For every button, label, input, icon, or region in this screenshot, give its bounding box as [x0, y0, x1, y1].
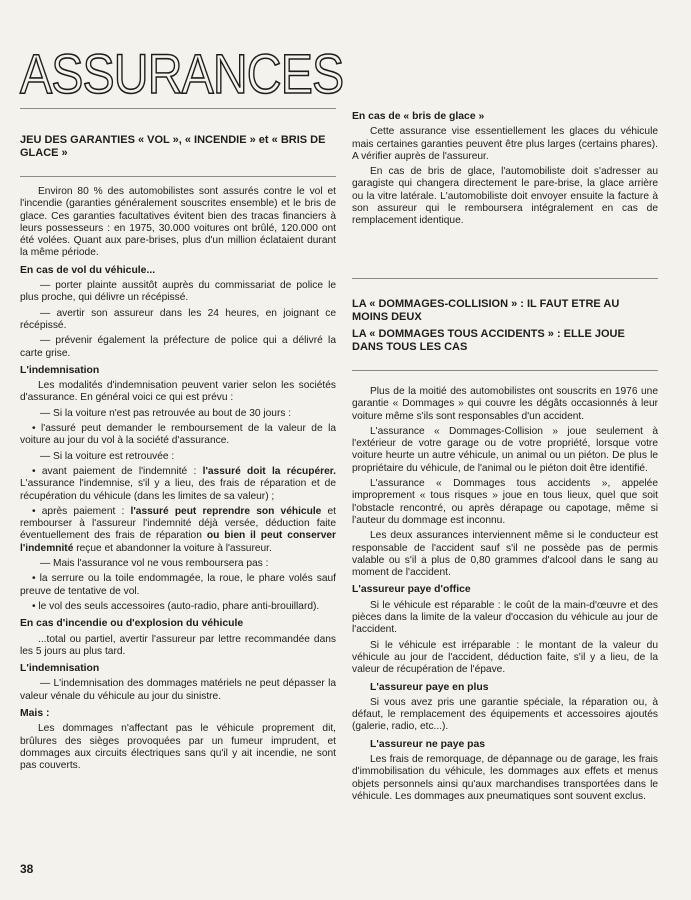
right-headline-2: LA « DOMMAGES TOUS ACCIDENTS » : ELLE JOUE DANS TOUS LES CAS: [352, 328, 625, 353]
bris-heading: En cas de « bris de glace »: [352, 111, 485, 122]
ne-paye-pas-heading: L'assureur ne paye pas: [370, 738, 486, 750]
paye-plus-heading: L'assureur paye en plus: [370, 681, 489, 693]
paye-office-heading: L'assureur paye d'office: [352, 584, 471, 596]
incendie-heading: En cas d'incendie ou d'explosion du véhicule: [20, 618, 244, 630]
mais-text: Les dommages n'affectant pas le véhicule proprement dit, brûlures des sièges provoquées par un fumeur imprudent, et dommages aux circuits électriques sans qu'il y ait incendie, ne sont pas couverts.: [20, 723, 336, 772]
bris-paragraph-2: En cas de bris de glace, l'automobiliste doit s'adresser au garagiste qui changera directement le pare-brise, la glace arrière ou la vitre latérale. L'automobiliste doit envoyer ensuite la facture à son assureur qui le remboursera intégralement en cas de remplacement identique.: [352, 166, 658, 227]
left-headline: JEU DES GARANTIES « VOL », « INCENDIE » et « BRIS DE GLACE »: [20, 134, 326, 159]
right-headline-1: LA « DOMMAGES-COLLISION » : IL FAUT ETRE AU MOINS DEUX: [352, 298, 620, 323]
vol-step-2: — avertir son assureur dans les 24 heures, en joignant ce récépissé.: [20, 307, 336, 331]
dommages-paragraph-2: L'assurance « Dommages-Collision » joue seulement à l'extérieur de votre garage ou de votre propriété, lorsque votre voiture heurte un autre véhicule, un animal ou un piéton. De plus le propriétaire du véhicule, de l'animal ou le piéton doit être identifié.: [352, 425, 658, 474]
indemnisation-dash-1: — Si la voiture n'est pas retrouvée au bout de 30 jours :: [40, 407, 292, 419]
indemnisation-bullet-3: • après paiement : l'assuré peut reprendre son véhicule et rembourser à l'assureur l'indemnité déjà versée, déduction faite éventuellement des frais de réparation ou bien il peut conserver l'indemnité reçue et abandonner la voiture à l'assureur.: [20, 505, 336, 554]
bris-paragraph-1: Cette assurance vise essentiellement les glaces du véhicule mais certaines garanties peuvent être plus larges (certains phares). A vérifier auprès de l'assureur.: [352, 126, 658, 162]
indemnisation-2-text: — L'indemnisation des dommages matériels ne peut dépasser la valeur vénale du véhicule au jour du sinistre.: [20, 678, 336, 702]
left-column: [20, 186, 336, 775]
indemnisation-2-heading: L'indemnisation: [20, 663, 100, 675]
indemnisation-dash-2: — Si la voiture est retrouvée :: [40, 450, 175, 462]
right-rule-top: [352, 278, 658, 279]
vol-step-3: — prévenir également la préfecture de police qui a délivré la carte grise.: [20, 335, 336, 359]
page-title: ASSURANCES: [20, 42, 344, 105]
indemnisation-heading: L'indemnisation: [20, 364, 100, 376]
vol-heading: En cas de vol du véhicule...: [20, 264, 156, 276]
paye-office-paragraph-2: Si le véhicule est irréparable : le montant de la valeur du véhicule au jour de l'accident, déduction faite, s'il y a lieu, de la valeur de récupération de l'épave.: [352, 639, 658, 676]
dommages-paragraph-1: Plus de la moitié des automobilistes ont souscrits en 1976 une garantie « Dommages » qui couvre les dégâts occasionnés à leur voiture même s'ils sont responsables d'un accident.: [352, 386, 658, 422]
dommages-section: [352, 386, 658, 806]
indemnisation-bullet-2: • avant paiement de l'indemnité : l'assuré doit la récupérer. L'assurance l'indemnise, s'il y a lieu, des frais de réparation et de récupération du véhicule (dans les limites de sa valeur) ;: [20, 465, 336, 502]
incendie-text: ...total ou partiel, avertir l'assureur par lettre recommandée dans les 5 jours au plus tard.: [20, 633, 336, 657]
indemnisation-bullet-5: • le vol des seuls accessoires (auto-radio, phare anti-brouillard).: [32, 600, 320, 612]
intro-paragraph: Environ 80 % des automobilistes sont assurés contre le vol et l'incendie (garanties généralement souscrites ensemble) et le bris de glace. Ces garanties facultatives évitent bien des tracas financiers à leurs possesseurs : en 1975, 30.000 voitures ont brûlé, 120.000 ont été volées. Quant aux pare-brises, plus d'un million éclataient durant la même période.: [20, 186, 336, 259]
ne-paye-pas-text: Les frais de remorquage, de dépannage ou de garage, les frais d'immobilisation du véhicule, les dommages aux effets et menus objets personnels ainsi qu'aux marchandises transportées dans le véhicule. Les dommages aux pneumatiques sont souvent exclus.: [352, 754, 658, 802]
paye-office-paragraph-1: Si le véhicule est réparable : le coût de la main-d'œuvre et des pièces dans la limite de la valeur d'occasion du véhicule au jour de l'accident.: [352, 599, 658, 636]
left-headline-rule: [20, 176, 336, 177]
indemnisation-dash-3: — Mais l'assurance vol ne vous remboursera pas :: [40, 558, 269, 570]
paye-plus-text: Si vous avez pris une garantie spéciale, la réparation ou, à défaut, le remplacement des équipements et accessoires ajoutés (galerie, radio, etc...).: [352, 696, 658, 733]
title-rule: [20, 108, 336, 109]
indemnisation-intro: Les modalités d'indemnisation peuvent varier selon les sociétés d'assurance. En général voici ce qui est prévu :: [20, 380, 336, 404]
indemnisation-bullet-1: • l'assuré peut demander le remboursement de la valeur de la voiture au jour du vol à la société d'assurance.: [20, 423, 336, 447]
right-rule-bottom: [352, 370, 658, 371]
mais-heading: Mais :: [20, 707, 50, 719]
indemnisation-bullet-4: • la serrure ou la toile endommagée, la roue, le phare volés sauf preuve de tentative de vol.: [20, 573, 336, 597]
vol-step-1: — porter plainte aussitôt auprès du commissariat de police le plus proche, qui délivre un récépissé.: [20, 280, 336, 304]
dommages-paragraph-4: Les deux assurances interviennent même si le conducteur est responsable de l'accident sauf s'il ne possède pas de permis valable ou s'il a plus de 0,80 grammes d'alcool dans le sang au moment de l'accident.: [352, 530, 658, 579]
page-number: 38: [20, 862, 34, 876]
bris-section: [352, 111, 658, 231]
dommages-paragraph-3: L'assurance « Dommages tous accidents », appelée improprement « tous risques » joue en tous lieux, quel que soit l'obstacle rencontré, ou après dérapage ou capotage, même si l'auteur du dommage est inconnu.: [352, 478, 658, 526]
